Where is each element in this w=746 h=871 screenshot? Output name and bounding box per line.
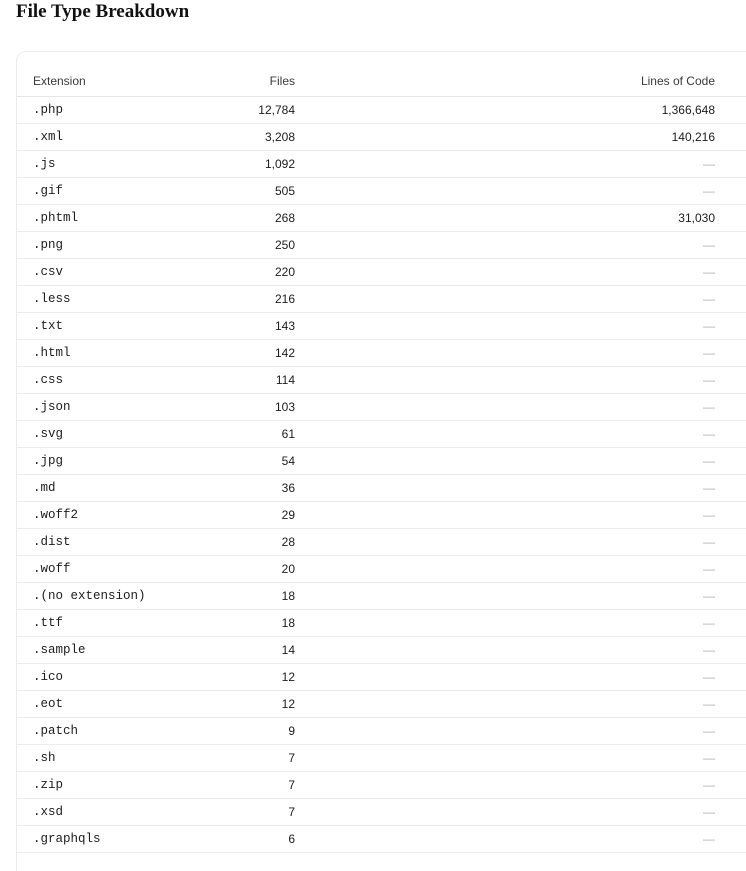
cell-spacer [715,205,746,232]
cell-files: 1,092 [177,151,295,178]
table-row [17,664,746,691]
cell-lines-of-code: — [295,637,715,664]
cell-files: 18 [177,583,295,610]
cell-files: 20 [177,556,295,583]
cell-extension: .ico [17,664,177,691]
cell-spacer [715,745,746,772]
cell-spacer [715,394,746,421]
table-row [17,583,746,610]
table-row [17,367,746,394]
cell-lines-of-code: 140,216 [295,124,715,151]
cell-lines-of-code: — [295,259,715,286]
cell-spacer [715,313,746,340]
cell-files: 220 [177,259,295,286]
table-header [17,66,746,97]
cell-spacer [715,826,746,853]
cell-extension: .php [17,97,177,124]
cell-files: 250 [177,232,295,259]
cell-lines-of-code: — [295,502,715,529]
cell-extension: .woff2 [17,502,177,529]
cell-files: 7 [177,745,295,772]
table-row [17,97,746,124]
cell-extension: .json [17,394,177,421]
table-row [17,421,746,448]
table-row [17,637,746,664]
cell-files: 114 [177,367,295,394]
table-row [17,232,746,259]
cell-extension: .gif [17,178,177,205]
cell-extension: .xml [17,124,177,151]
cell-extension: .ttf [17,610,177,637]
cell-files: 12 [177,691,295,718]
cell-spacer [715,556,746,583]
cell-files: 36 [177,475,295,502]
cell-lines-of-code: 1,366,648 [295,97,715,124]
cell-files: 143 [177,313,295,340]
cell-spacer [715,448,746,475]
table-row [17,826,746,853]
cell-spacer [715,610,746,637]
cell-extension: .jpg [17,448,177,475]
cell-lines-of-code: — [295,367,715,394]
cell-spacer [715,718,746,745]
column-header-spacer [715,66,746,97]
file-type-table-card [16,51,746,871]
cell-extension: .woff [17,556,177,583]
cell-spacer [715,475,746,502]
cell-spacer [715,637,746,664]
cell-extension: .dist [17,529,177,556]
table-row [17,151,746,178]
cell-spacer [715,799,746,826]
cell-extension: .html [17,340,177,367]
cell-lines-of-code: — [295,313,715,340]
table-row [17,124,746,151]
cell-files: 103 [177,394,295,421]
cell-lines-of-code: — [295,610,715,637]
cell-extension: .md [17,475,177,502]
cell-extension: .(no extension) [17,583,177,610]
cell-spacer [715,259,746,286]
cell-extension: .zip [17,772,177,799]
table-body [17,97,746,853]
cell-lines-of-code: — [295,475,715,502]
cell-lines-of-code: — [295,529,715,556]
cell-extension: .phtml [17,205,177,232]
cell-files: 12 [177,664,295,691]
cell-spacer [715,124,746,151]
page-title: File Type Breakdown [16,1,190,22]
table-row [17,556,746,583]
cell-files: 12,784 [177,97,295,124]
cell-extension: .graphqls [17,826,177,853]
table-row [17,799,746,826]
cell-lines-of-code: — [295,718,715,745]
cell-files: 268 [177,205,295,232]
table-row [17,610,746,637]
table-row [17,718,746,745]
cell-extension: .xsd [17,799,177,826]
cell-extension: .less [17,286,177,313]
table-row [17,313,746,340]
cell-files: 54 [177,448,295,475]
cell-lines-of-code: — [295,421,715,448]
table-row [17,286,746,313]
file-type-table [17,66,746,853]
cell-extension: .sh [17,745,177,772]
table-row [17,448,746,475]
cell-extension: .js [17,151,177,178]
cell-lines-of-code: — [295,799,715,826]
cell-files: 216 [177,286,295,313]
cell-files: 9 [177,718,295,745]
cell-files: 29 [177,502,295,529]
cell-files: 505 [177,178,295,205]
cell-extension: .svg [17,421,177,448]
cell-files: 6 [177,826,295,853]
cell-extension: .eot [17,691,177,718]
cell-files: 18 [177,610,295,637]
table-header-row [17,66,746,97]
table-row [17,259,746,286]
cell-extension: .sample [17,637,177,664]
cell-spacer [715,421,746,448]
cell-spacer [715,664,746,691]
table-row [17,745,746,772]
cell-spacer [715,97,746,124]
table-row [17,772,746,799]
cell-lines-of-code: — [295,664,715,691]
cell-spacer [715,583,746,610]
cell-lines-of-code: — [295,772,715,799]
cell-lines-of-code: — [295,340,715,367]
cell-lines-of-code: — [295,394,715,421]
cell-files: 14 [177,637,295,664]
cell-spacer [715,691,746,718]
cell-lines-of-code: — [295,232,715,259]
cell-spacer [715,286,746,313]
cell-spacer [715,178,746,205]
cell-spacer [715,232,746,259]
cell-files: 7 [177,772,295,799]
cell-lines-of-code: — [295,448,715,475]
column-header-extension[interactable]: Extension [17,66,177,97]
cell-lines-of-code: — [295,691,715,718]
cell-spacer [715,772,746,799]
cell-files: 28 [177,529,295,556]
cell-lines-of-code: 31,030 [295,205,715,232]
table-row [17,502,746,529]
cell-extension: .txt [17,313,177,340]
table-row [17,475,746,502]
cell-files: 61 [177,421,295,448]
table-row [17,205,746,232]
cell-lines-of-code: — [295,286,715,313]
cell-extension: .csv [17,259,177,286]
cell-files: 7 [177,799,295,826]
cell-spacer [715,529,746,556]
table-row [17,691,746,718]
table-row [17,529,746,556]
cell-extension: .css [17,367,177,394]
cell-lines-of-code: — [295,556,715,583]
cell-spacer [715,502,746,529]
table-row [17,340,746,367]
cell-files: 142 [177,340,295,367]
cell-extension: .png [17,232,177,259]
cell-spacer [715,340,746,367]
table-row [17,394,746,421]
cell-spacer [715,367,746,394]
cell-lines-of-code: — [295,745,715,772]
cell-lines-of-code: — [295,151,715,178]
cell-lines-of-code: — [295,826,715,853]
column-header-files[interactable]: Files [177,66,295,97]
cell-files: 3,208 [177,124,295,151]
cell-spacer [715,151,746,178]
column-header-lines-of-code[interactable]: Lines of Code [295,66,715,97]
table-row [17,178,746,205]
cell-lines-of-code: — [295,178,715,205]
cell-lines-of-code: — [295,583,715,610]
cell-extension: .patch [17,718,177,745]
